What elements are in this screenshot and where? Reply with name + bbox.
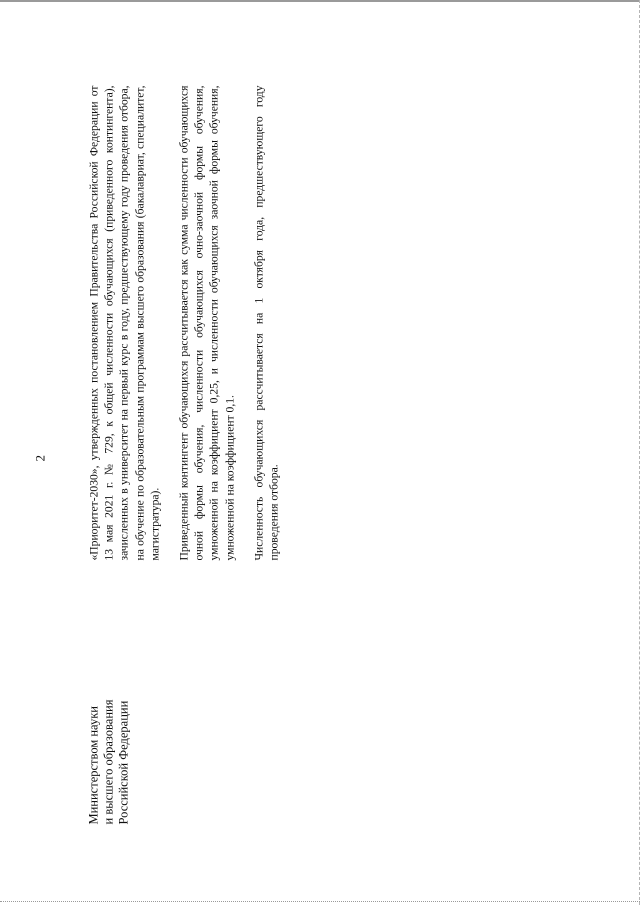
paragraph-priority-2030: «Приоритет-2030», утвержденных постановлением Правительства Российской Федерации от 13 мая 2021 г. № 729, к общей численности обучающихся (приведенного контингента), зачисленных в университет на первый курс в году, предшествующему году проведения отбора, на обучение по образовательным программам высшего образования (бакалавриат, специалитет, магистратура). [87, 85, 161, 560]
ministry-line-1: Министерством науки [86, 705, 100, 824]
body-text [86, 85, 295, 560]
ministry-line-3: Российской Федерации [116, 700, 130, 824]
paragraph-count-date: Численность обучающихся рассчитывается на 1 октября года, предшествующего году проведения отбора. [251, 85, 281, 560]
ministry-line-2: и высшего образования [101, 699, 115, 824]
ministry-column [86, 644, 131, 824]
paragraph-contingent: Приведенный контингент обучающихся рассчитывается как сумма численности обучающихся очной формы обучения, численности обучающихся очно-заочной формы обучения, умноженной на коэффициент 0,25, и численности обучающихся заочной формы обучения, умноженной на коэффициент 0,1. [177, 85, 236, 560]
page-number: 2 [32, 454, 47, 461]
